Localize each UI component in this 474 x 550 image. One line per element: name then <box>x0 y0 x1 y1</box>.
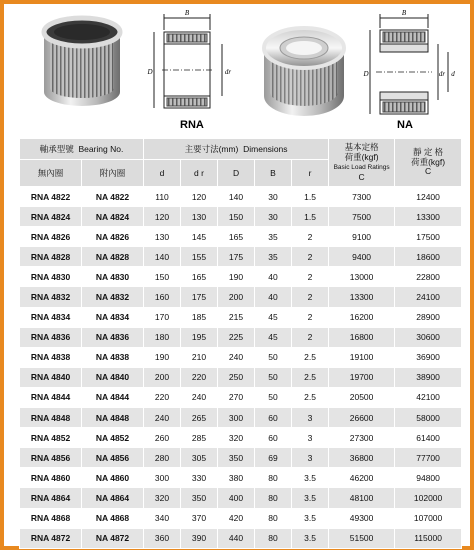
table-cell-model: NA 4860 <box>82 468 144 488</box>
table-cell-model: NA 4826 <box>82 227 144 247</box>
table-cell-value: 60 <box>255 428 292 448</box>
table-cell-value: 440 <box>218 528 255 548</box>
table-cell-value: 2 <box>292 327 329 347</box>
table-cell-value: 36900 <box>395 347 462 367</box>
table-cell-value: 3.5 <box>292 488 329 508</box>
table-cell-value: 350 <box>181 488 218 508</box>
header-dimensions: 主要寸法(mm) Dimensions <box>144 139 329 160</box>
table-row <box>20 448 462 468</box>
table-cell-value: 240 <box>218 347 255 367</box>
table-cell-value: 3.5 <box>292 508 329 528</box>
table-cell-value: 19700 <box>329 367 395 387</box>
table-cell-value: 77700 <box>395 448 462 468</box>
table-row <box>20 267 462 287</box>
table-cell-value: 160 <box>144 287 181 307</box>
table-cell-value: 24100 <box>395 287 462 307</box>
table-cell-value: 2 <box>292 267 329 287</box>
table-row <box>20 227 462 247</box>
table-cell-value: 61400 <box>395 428 462 448</box>
na-section-drawing <box>370 14 448 114</box>
table-row <box>20 247 462 267</box>
table-cell-value: 3 <box>292 408 329 428</box>
table-cell-model: RNA 4848 <box>20 408 82 428</box>
na-dim-d: d <box>451 70 455 78</box>
table-cell-model: NA 4856 <box>82 448 144 468</box>
table-cell-value: 360 <box>144 528 181 548</box>
table-row <box>20 528 462 548</box>
table-cell-value: 94800 <box>395 468 462 488</box>
table-cell-value: 250 <box>218 367 255 387</box>
table-cell-value: 240 <box>144 408 181 428</box>
table-cell-value: 60 <box>255 408 292 428</box>
table-cell-value: 2 <box>292 247 329 267</box>
table-cell-value: 280 <box>144 448 181 468</box>
table-cell-value: 185 <box>181 307 218 327</box>
table-cell-value: 2.5 <box>292 347 329 367</box>
table-cell-value: 30 <box>255 207 292 227</box>
table-cell-value: 265 <box>181 408 218 428</box>
table-row <box>20 428 462 448</box>
table-cell-model: NA 4828 <box>82 247 144 267</box>
table-cell-value: 19100 <box>329 347 395 367</box>
table-cell-value: 170 <box>144 307 181 327</box>
table-cell-value: 140 <box>218 187 255 207</box>
table-cell-value: 420 <box>218 508 255 528</box>
table-row <box>20 387 462 407</box>
table-cell-value: 80 <box>255 528 292 548</box>
table-cell-value: 13300 <box>329 287 395 307</box>
table-cell-value: 305 <box>181 448 218 468</box>
bearing-spec-table <box>19 138 462 549</box>
table-cell-value: 51500 <box>329 528 395 548</box>
table-cell-value: 27300 <box>329 428 395 448</box>
table-row <box>20 488 462 508</box>
table-cell-value: 80 <box>255 468 292 488</box>
table-row <box>20 207 462 227</box>
table-cell-value: 50 <box>255 347 292 367</box>
table-cell-model: RNA 4864 <box>20 488 82 508</box>
table-cell-value: 28900 <box>395 307 462 327</box>
na-dim-B: B <box>401 9 407 17</box>
table-cell-value: 102000 <box>395 488 462 508</box>
rna-dim-B: B <box>184 9 190 17</box>
na-bearing-photo <box>264 28 344 116</box>
table-cell-model: NA 4838 <box>82 347 144 367</box>
table-row <box>20 508 462 528</box>
table-cell-value: 13300 <box>395 207 462 227</box>
document-page <box>4 4 470 546</box>
table-cell-value: 110 <box>144 187 181 207</box>
table-cell-value: 30600 <box>395 327 462 347</box>
table-cell-value: 17500 <box>395 227 462 247</box>
table-cell-value: 2.5 <box>292 387 329 407</box>
rna-section-drawing <box>154 14 222 108</box>
table-cell-model: RNA 4822 <box>20 187 82 207</box>
table-cell-value: 7500 <box>329 207 395 227</box>
table-cell-value: 3 <box>292 448 329 468</box>
table-cell-model: RNA 4844 <box>20 387 82 407</box>
table-cell-value: 165 <box>181 267 218 287</box>
table-cell-value: 400 <box>218 488 255 508</box>
rna-label: RNA <box>180 119 204 131</box>
table-cell-value: 42100 <box>395 387 462 407</box>
table-cell-value: 40 <box>255 267 292 287</box>
table-cell-value: 260 <box>144 428 181 448</box>
table-cell-value: 3.5 <box>292 528 329 548</box>
table-row <box>20 307 462 327</box>
table-row <box>20 187 462 207</box>
table-row <box>20 468 462 488</box>
header-col-dr: d r <box>181 160 218 187</box>
table-cell-model: RNA 4838 <box>20 347 82 367</box>
bearing-illustrations <box>4 4 470 134</box>
table-cell-model: RNA 4834 <box>20 307 82 327</box>
table-cell-value: 120 <box>181 187 218 207</box>
table-cell-value: 195 <box>181 327 218 347</box>
rna-dim-D: D <box>147 68 153 76</box>
table-cell-value: 45 <box>255 327 292 347</box>
table-cell-value: 3.5 <box>292 468 329 488</box>
header-col-D: D <box>218 160 255 187</box>
table-cell-value: 370 <box>181 508 218 528</box>
table-cell-value: 215 <box>218 307 255 327</box>
table-cell-model: NA 4868 <box>82 508 144 528</box>
table-cell-model: NA 4848 <box>82 408 144 428</box>
table-cell-value: 350 <box>218 448 255 468</box>
table-cell-value: 330 <box>181 468 218 488</box>
table-cell-value: 35 <box>255 247 292 267</box>
table-cell-value: 80 <box>255 508 292 528</box>
table-cell-value: 16800 <box>329 327 395 347</box>
header-col-d: d <box>144 160 181 187</box>
table-cell-value: 300 <box>218 408 255 428</box>
table-cell-value: 300 <box>144 468 181 488</box>
table-cell-value: 46200 <box>329 468 395 488</box>
table-cell-model: NA 4844 <box>82 387 144 407</box>
table-cell-model: NA 4852 <box>82 428 144 448</box>
table-cell-value: 200 <box>218 287 255 307</box>
table-cell-value: 390 <box>181 528 218 548</box>
table-row <box>20 408 462 428</box>
table-cell-model: RNA 4860 <box>20 468 82 488</box>
table-cell-value: 2 <box>292 227 329 247</box>
table-cell-value: 270 <box>218 387 255 407</box>
table-cell-value: 165 <box>218 227 255 247</box>
table-row <box>20 347 462 367</box>
table-cell-value: 130 <box>181 207 218 227</box>
table-cell-value: 155 <box>181 247 218 267</box>
table-cell-value: 9100 <box>329 227 395 247</box>
table-cell-value: 220 <box>144 387 181 407</box>
table-cell-model: RNA 4852 <box>20 428 82 448</box>
na-dim-dr: dr <box>438 70 446 78</box>
table-cell-model: RNA 4836 <box>20 327 82 347</box>
table-cell-model: RNA 4824 <box>20 207 82 227</box>
table-cell-value: 120 <box>144 207 181 227</box>
table-cell-value: 285 <box>181 428 218 448</box>
table-cell-value: 175 <box>218 247 255 267</box>
table-cell-value: 12400 <box>395 187 462 207</box>
table-cell-value: 16200 <box>329 307 395 327</box>
rna-bearing-photo <box>44 18 120 106</box>
table-cell-model: RNA 4832 <box>20 287 82 307</box>
table-cell-model: NA 4834 <box>82 307 144 327</box>
table-cell-value: 210 <box>181 347 218 367</box>
table-cell-value: 240 <box>181 387 218 407</box>
table-cell-model: NA 4832 <box>82 287 144 307</box>
table-cell-value: 1.5 <box>292 187 329 207</box>
table-cell-value: 150 <box>218 207 255 227</box>
table-cell-value: 190 <box>144 347 181 367</box>
table-cell-model: RNA 4826 <box>20 227 82 247</box>
table-cell-model: NA 4864 <box>82 488 144 508</box>
table-cell-value: 36800 <box>329 448 395 468</box>
table-cell-value: 380 <box>218 468 255 488</box>
table-cell-value: 9400 <box>329 247 395 267</box>
table-row <box>20 327 462 347</box>
table-cell-value: 145 <box>181 227 218 247</box>
table-cell-model: NA 4840 <box>82 367 144 387</box>
bearing-figures <box>4 4 470 134</box>
table-row <box>20 367 462 387</box>
table-cell-value: 150 <box>144 267 181 287</box>
rna-dim-dr: dr <box>224 68 232 76</box>
table-cell-value: 320 <box>218 428 255 448</box>
table-cell-value: 20500 <box>329 387 395 407</box>
table-cell-value: 320 <box>144 488 181 508</box>
table-cell-model: RNA 4856 <box>20 448 82 468</box>
table-cell-value: 3 <box>292 428 329 448</box>
table-cell-value: 49300 <box>329 508 395 528</box>
table-cell-value: 50 <box>255 367 292 387</box>
table-cell-value: 45 <box>255 307 292 327</box>
table-cell-value: 40 <box>255 287 292 307</box>
table-cell-value: 7300 <box>329 187 395 207</box>
table-cell-model: NA 4872 <box>82 528 144 548</box>
table-cell-value: 22800 <box>395 267 462 287</box>
table-cell-value: 2 <box>292 307 329 327</box>
table-cell-value: 2 <box>292 287 329 307</box>
header-bearing-no: 軸承型號 Bearing No. <box>20 139 144 160</box>
table-cell-value: 2.5 <box>292 367 329 387</box>
table-cell-model: RNA 4872 <box>20 528 82 548</box>
table-cell-value: 38900 <box>395 367 462 387</box>
table-cell-model: NA 4824 <box>82 207 144 227</box>
table-cell-model: RNA 4830 <box>20 267 82 287</box>
na-dim-D: D <box>363 70 369 78</box>
table-cell-value: 35 <box>255 227 292 247</box>
header-with-inner-ring: 附內圈 <box>82 160 144 187</box>
table-cell-value: 130 <box>144 227 181 247</box>
header-static-load: 靜 定 格 荷重(kgf) C <box>395 139 462 187</box>
table-cell-value: 50 <box>255 387 292 407</box>
header-col-r: r <box>292 160 329 187</box>
table-cell-value: 200 <box>144 367 181 387</box>
table-cell-value: 69 <box>255 448 292 468</box>
table-header <box>20 139 462 187</box>
table-cell-value: 107000 <box>395 508 462 528</box>
table-cell-value: 175 <box>181 287 218 307</box>
table-cell-value: 225 <box>218 327 255 347</box>
na-label: NA <box>397 119 413 131</box>
table-cell-value: 26600 <box>329 408 395 428</box>
table-cell-value: 18600 <box>395 247 462 267</box>
table-cell-model: NA 4836 <box>82 327 144 347</box>
table-cell-model: RNA 4868 <box>20 508 82 528</box>
table-cell-value: 140 <box>144 247 181 267</box>
table-cell-value: 340 <box>144 508 181 528</box>
table-cell-value: 180 <box>144 327 181 347</box>
table-cell-value: 190 <box>218 267 255 287</box>
table-cell-model: RNA 4840 <box>20 367 82 387</box>
table-cell-model: NA 4822 <box>82 187 144 207</box>
table-body <box>20 187 462 549</box>
table-cell-value: 13000 <box>329 267 395 287</box>
table-cell-value: 30 <box>255 187 292 207</box>
table-cell-value: 58000 <box>395 408 462 428</box>
table-cell-value: 220 <box>181 367 218 387</box>
header-col-B: B <box>255 160 292 187</box>
header-basic-load: 基本定格 荷重(kgf) Basic Load Ratings C <box>329 139 395 187</box>
table-cell-value: 1.5 <box>292 207 329 227</box>
table-cell-model: RNA 4828 <box>20 247 82 267</box>
table-cell-value: 80 <box>255 488 292 508</box>
table-row <box>20 287 462 307</box>
table-cell-value: 48100 <box>329 488 395 508</box>
table-cell-value: 115000 <box>395 528 462 548</box>
table-cell-model: NA 4830 <box>82 267 144 287</box>
header-no-inner-ring: 無內圈 <box>20 160 82 187</box>
